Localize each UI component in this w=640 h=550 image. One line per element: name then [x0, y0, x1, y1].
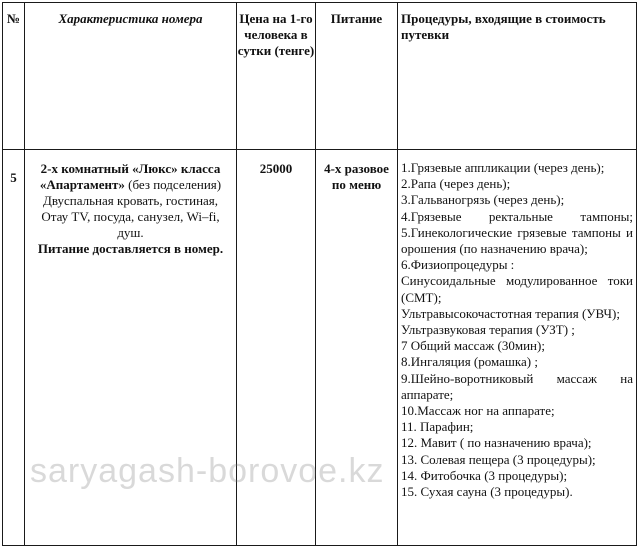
header-row	[3, 3, 637, 150]
procedure-item: 7 Общий массаж (30мин);	[401, 338, 545, 354]
room-food-note: Питание доставляется в номер.	[37, 241, 224, 256]
room-amenities: Двуспальная кровать, гостиная, Отау TV, посуда, санузел, Wi–fi, душ.	[41, 193, 220, 240]
header-procedures: Процедуры, входящие в стоимость путевки	[398, 3, 637, 150]
header-characteristics: Характеристика номера	[25, 3, 237, 150]
procedure-item: 14. Фитобочка (3 процедуры);	[401, 467, 568, 483]
procedure-item: 12. Мавит ( по назначению врача);	[401, 435, 592, 451]
procedure-item: 3.Гальваногрязь (через день);	[401, 192, 565, 208]
header-num: №	[3, 3, 25, 150]
procedure-item: Ультравысокочастотная терапия (УВЧ);	[401, 305, 620, 321]
procedure-item: 9.Шейно-воротниковый массаж на аппарате;	[401, 370, 633, 402]
room-occupancy: (без подселения)	[124, 177, 222, 192]
procedure-list	[398, 150, 637, 546]
room-title-line2	[28, 177, 233, 193]
procedure-item: 4.Грязевые ректальные тампоны;	[401, 208, 633, 224]
header-food: Питание	[316, 3, 398, 150]
procedure-item: 11. Парафин;	[401, 419, 474, 435]
room-food: 4-х разовое по меню	[316, 150, 398, 546]
room-price: 25000	[237, 150, 316, 546]
procedure-item: 1.Грязевые аппликации (через день);	[401, 160, 605, 175]
room-title-line1: 2-х комнатный «Люкс» класса	[40, 161, 221, 176]
procedure-item: 6.Физиопроцедуры :	[401, 257, 515, 273]
procedure-item: 5.Гинекологические грязевые тампоны и орошения (по назначению врача);	[401, 224, 633, 257]
price-table	[2, 2, 637, 546]
table-row	[3, 150, 637, 546]
procedure-item: 8.Ингаляция (ромашка) ;	[401, 354, 539, 370]
watermark: saryagash-borovoe.kz	[30, 452, 385, 490]
row-number: 5	[3, 150, 25, 546]
room-class: «Апартамент»	[39, 177, 125, 192]
procedure-item: 15. Сухая сауна (3 процедуры).	[401, 484, 573, 500]
header-price: Цена на 1-го человека в сутки (тенге)	[237, 3, 316, 150]
procedure-item: 13. Солевая пещера (3 процедуры);	[401, 451, 596, 467]
procedure-item: Синусоидальные модулированное токи (СМТ);	[401, 273, 633, 305]
procedure-item: Ультразвуковая терапия (УЗТ) ;	[401, 322, 575, 338]
procedure-item: 10.Массаж ног на аппарате;	[401, 403, 555, 419]
procedure-item: 2.Рапа (через день);	[401, 176, 511, 192]
room-description	[25, 150, 237, 546]
